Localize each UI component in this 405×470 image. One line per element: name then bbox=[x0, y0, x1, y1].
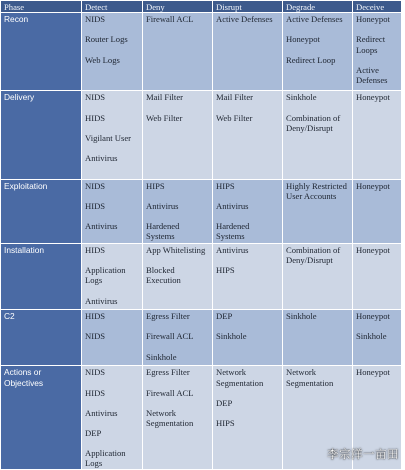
degrade-item: Highly Restricted User Accounts bbox=[286, 180, 347, 201]
disrupt-item: Network Segmentation bbox=[216, 367, 264, 388]
detect-item: NIDS bbox=[85, 180, 106, 191]
deny-cell bbox=[143, 13, 213, 91]
header-disrupt: Disrupt bbox=[213, 1, 283, 13]
disrupt-item: Mail Filter bbox=[216, 92, 253, 103]
header-detect: Detect bbox=[82, 1, 143, 13]
deny-item: Firewall ACL bbox=[146, 387, 194, 398]
deceive-cell bbox=[353, 310, 402, 366]
degrade-cell bbox=[283, 179, 353, 243]
deny-item: Network Segmentation bbox=[146, 407, 194, 428]
detect-item: Antivirus bbox=[85, 153, 118, 164]
deceive-item: Honeypot bbox=[356, 92, 390, 103]
disrupt-item: Hardened Systems bbox=[216, 221, 250, 242]
disrupt-item: HIPS bbox=[216, 265, 235, 276]
disrupt-cell bbox=[213, 91, 283, 179]
deny-item: Web Filter bbox=[146, 112, 183, 123]
disrupt-item: Sinkhole bbox=[216, 331, 247, 342]
detect-item: HIDS bbox=[85, 387, 106, 398]
table-row bbox=[1, 13, 402, 91]
deny-item: HIPS bbox=[146, 180, 165, 191]
header-deceive: Deceive bbox=[353, 1, 402, 13]
deceive-item: Redirect Loops bbox=[356, 34, 386, 55]
degrade-item: Network Segmentation bbox=[286, 367, 334, 388]
phase-cell: Installation bbox=[1, 243, 82, 309]
phase-cell: C2 bbox=[1, 310, 82, 366]
detect-cell bbox=[82, 179, 143, 243]
detect-item: Application Logs bbox=[85, 265, 126, 286]
deny-item: App Whitelisting bbox=[146, 244, 206, 255]
degrade-cell bbox=[283, 91, 353, 179]
header-degrade: Degrade bbox=[283, 1, 353, 13]
disrupt-item: Antivirus bbox=[216, 200, 249, 211]
deny-item: Antivirus bbox=[146, 200, 179, 211]
deny-item: Egress Filter bbox=[146, 311, 190, 322]
deny-item: Blocked Execution bbox=[146, 265, 181, 286]
disrupt-item: Antivirus bbox=[216, 244, 249, 255]
deceive-cell bbox=[353, 243, 402, 309]
disrupt-cell bbox=[213, 243, 283, 309]
deny-cell bbox=[143, 310, 213, 366]
detect-item: HIDS bbox=[85, 200, 106, 211]
disrupt-item: DEP bbox=[216, 397, 233, 408]
deceive-item: Sinkhole bbox=[356, 331, 387, 342]
detect-item: Web Logs bbox=[85, 54, 120, 65]
deceive-cell bbox=[353, 13, 402, 91]
phase-cell: Recon bbox=[1, 13, 82, 91]
disrupt-cell bbox=[213, 310, 283, 366]
detect-item: Antivirus bbox=[85, 295, 118, 306]
deny-item: Hardened Systems bbox=[146, 221, 180, 242]
degrade-item: Combination of Deny/Disrupt bbox=[286, 244, 341, 266]
table-row bbox=[1, 310, 402, 366]
table-row bbox=[1, 243, 402, 309]
disrupt-item: Active Defenses bbox=[216, 14, 273, 25]
deceive-item: Honeypot bbox=[356, 367, 390, 378]
deny-cell bbox=[143, 91, 213, 179]
degrade-item: Active Defenses bbox=[286, 14, 343, 25]
detect-item: Antivirus bbox=[85, 221, 118, 232]
disrupt-cell bbox=[213, 179, 283, 243]
deny-item: Sinkhole bbox=[146, 351, 177, 362]
phase-cell: Actions or Objectives bbox=[1, 366, 82, 470]
deny-cell bbox=[143, 179, 213, 243]
deceive-item: Honeypot bbox=[356, 180, 390, 191]
detect-item: NIDS bbox=[85, 14, 106, 25]
matrix-body bbox=[1, 13, 402, 470]
detect-item: DEP bbox=[85, 428, 102, 438]
phase-cell: Delivery bbox=[1, 91, 82, 179]
header-phase: Phase bbox=[1, 1, 82, 13]
deceive-cell bbox=[353, 179, 402, 243]
header-row bbox=[1, 1, 402, 13]
deceive-item: Honeypot bbox=[356, 244, 390, 255]
detect-item: HIDS bbox=[85, 311, 106, 322]
deceive-cell bbox=[353, 91, 402, 179]
detect-item: Router Logs bbox=[85, 34, 128, 45]
disrupt-cell bbox=[213, 13, 283, 91]
degrade-item: Combination of Deny/Disrupt bbox=[286, 112, 341, 133]
disrupt-item: DEP bbox=[216, 311, 233, 322]
detect-cell bbox=[82, 243, 143, 309]
deceive-item: Honeypot bbox=[356, 14, 390, 25]
deceive-item: Active Defenses bbox=[356, 64, 388, 86]
disrupt-item: HIPS bbox=[216, 418, 235, 428]
degrade-cell bbox=[283, 310, 353, 366]
degrade-item: Sinkhole bbox=[286, 92, 317, 103]
header-deny: Deny bbox=[143, 1, 213, 13]
detect-cell bbox=[82, 310, 143, 366]
table-row bbox=[1, 91, 402, 179]
degrade-item: Redirect Loop bbox=[286, 54, 336, 65]
deny-item: Firewall ACL bbox=[146, 14, 194, 25]
degrade-cell bbox=[283, 243, 353, 309]
deceive-item: Honeypot bbox=[356, 311, 390, 322]
degrade-item: Sinkhole bbox=[286, 311, 317, 322]
deny-cell bbox=[143, 243, 213, 309]
degrade-item: Honeypot bbox=[286, 34, 320, 45]
deny-item: Egress Filter bbox=[146, 367, 190, 378]
degrade-cell bbox=[283, 13, 353, 91]
detect-item: NIDS bbox=[85, 367, 106, 378]
deny-item: Mail Filter bbox=[146, 92, 183, 103]
phase-cell: Exploitation bbox=[1, 179, 82, 243]
detect-item: HIDS bbox=[85, 244, 106, 255]
detect-item: Vigilant User bbox=[85, 132, 132, 143]
deny-item: Firewall ACL bbox=[146, 331, 194, 342]
detect-item: NIDS bbox=[85, 92, 106, 103]
detect-cell bbox=[82, 91, 143, 179]
watermark-text: 李宗洋一亩田 bbox=[327, 447, 399, 461]
detect-item: Application Logs bbox=[85, 448, 126, 469]
detect-cell bbox=[82, 13, 143, 91]
detect-item: Antivirus bbox=[85, 407, 118, 418]
detect-cell bbox=[82, 366, 143, 470]
disrupt-cell bbox=[213, 366, 283, 470]
disrupt-item: Web Filter bbox=[216, 112, 253, 123]
detect-item: NIDS bbox=[85, 331, 106, 342]
disrupt-item: HIPS bbox=[216, 180, 235, 191]
detect-item: HIDS bbox=[85, 112, 106, 123]
table-row bbox=[1, 179, 402, 243]
deny-cell bbox=[143, 366, 213, 470]
